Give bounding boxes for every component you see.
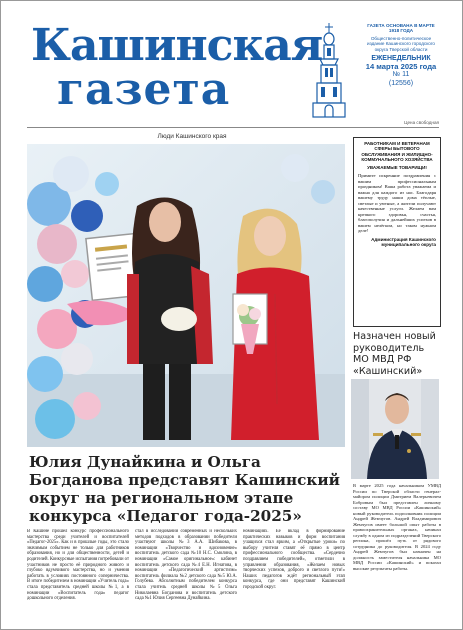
issue-total: (12556)	[388, 79, 414, 87]
greeting-body: Примите искренние поздравления с вашим профессиональным праздником! Ваша работа уважаема и важна для каждого из нас. Благодаря вашему труду наши дома тёплые, светлые и уютные, а жители получают качественные услуги. Желаем вам крепкого здоровья, счастья, благополучия и дальнейших успехов в вашем нелёгком, но таком нужном деле!	[358, 173, 436, 234]
article-column-1: В Кашине прошёл конкурс профессионального мастерства среди учителей и воспитателей «Педагог-2025». Как и в прошлые годы, это стало значимым событием не только для работников образования, но и для общественности, детей и родителей. Конкурсные испытания потребовали от участников не просто её природного живого и глубоко вдумчивого мастерства, но и умения работать в условиях постоянного соперничества. В итоге победителем в номинации «Учитель года» стала представитель средней школы №1, а в номинации «Воспитатель года» педагог дошкольного отделения.	[27, 529, 129, 602]
organization-note: Общественно-политическое издание Кашинского городского округа Тверской области	[367, 35, 435, 52]
headline: Юлия Дунайкина и Ольга Богданова представят Кашинский округ на региональном этапе конкурса «Педагог года-2025»	[29, 453, 340, 525]
price-note: Цена свободная	[404, 120, 439, 125]
section-label: Люди Кашинского края	[157, 133, 227, 140]
issue-number: № 11	[392, 71, 410, 79]
article-column-3: номинациях. Её вклад в формирование практических навыков и форм воспитания учащихся стал ярким, а «Открытые уроки» по выбору учителя ставят её прямо в центр профессионального сообщества. «Сердечно поздравляем победителей», отметили в управлении образования, «Желаем новых творческих успехов, доброго и светлого пути!» Наших педагогов ждёт региональный этап конкурса, где они представят Кашинский городской округ.	[243, 529, 345, 590]
officer-portrait	[351, 379, 439, 479]
news-body: В марте 2025 года начальником УМВД России по Тверской области генерал-майором полиции Дмитрием Валерьевичем Бобровым был представлен личному составу МО МВД России «Кашинский» новый руководитель подполковник полиции Андрей Жемчугов. Андрей Владимирович Жемчугов имеет большой опыт работы в правоохранительных органах, начинал службу в одном из подразделений Тверского региона, прошёл путь от рядового сотрудника до руководителя. В 2024 году Андрей Жемчугов был назначен на должность заместителя начальника МО МВД России «Кашинский» и показал высокие результаты работы.	[353, 483, 441, 571]
issue-date: 14 марта 2025 года	[365, 62, 437, 72]
article-column-2: стал в исследовании современных и нескольких методов подходов в образовании победители участвуют школы №3 А.А. Шибакова, в номинации «Творчество и вдохновение» воспитатель детского сада №10 Н.С. Смолина, в номинации «Самое оригинальное»: кабинет воспитатель детского сада №4 Е.Н. Игнатова, в номинации «Педагогический артистизм» воспитатель филиала №2 детского сада №5 Ю.А. Голубева. Абсолютным победителем конкурса стала учитель средней школы №5 Ольга Николаевна Богданова и воспитатель детского сада №1 Юлия Сергеевна Дунайкина.	[135, 529, 237, 602]
founded-note: ГАЗЕТА ОСНОВАНА В МАРТЕ 1918 ГОДА	[367, 23, 435, 34]
weekly-label: ЕЖЕНЕДЕЛЬНИК	[371, 55, 431, 63]
article-body	[27, 529, 345, 627]
greeting-salutation: УВАЖАЕМЫЕ ТОВАРИЩИ!	[367, 164, 427, 170]
greeting-box	[353, 137, 441, 327]
bell-tower-icon	[305, 23, 353, 119]
news-title: Назначен новый руководитель МО МВД РФ «Кашинский»	[353, 331, 436, 377]
masthead-info	[363, 23, 439, 125]
greeting-title: РАБОТНИКАМ И ВЕТЕРАНАМ СФЕРЫ БЫТОВОГО ОБСЛУЖИВАНИЯ И ЖИЛИЩНО-КОММУНАЛЬНОГО ХОЗЯЙСТВА	[361, 141, 433, 163]
masthead-title-line2: газета	[57, 64, 231, 115]
greeting-signature: Администрация Кашинского муниципального округа	[371, 236, 436, 247]
main-photo	[27, 144, 345, 447]
masthead-title-line1: Кашинская	[31, 20, 323, 71]
masthead-divider	[27, 127, 439, 128]
